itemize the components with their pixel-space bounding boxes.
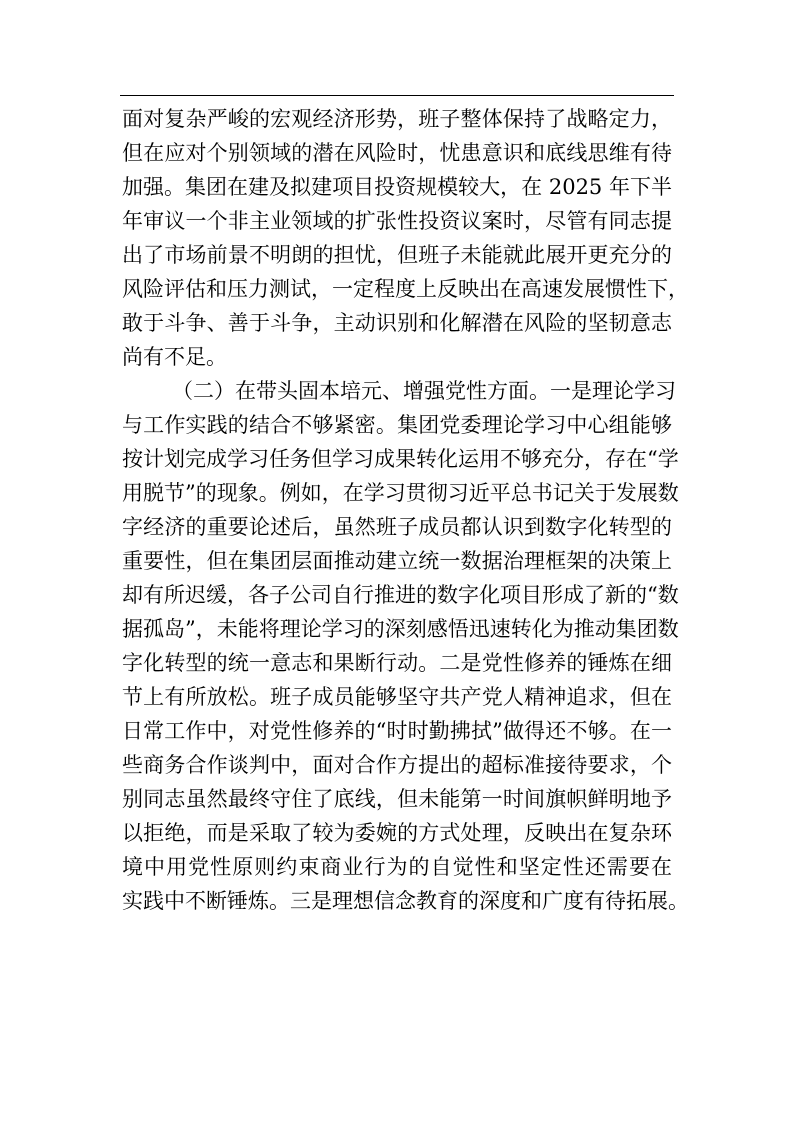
text-line: 加强。集团在建及拟建项目投资规模较大，在 2025 年下半 xyxy=(122,175,672,199)
text-line: 与工作实践的结合不够紧密。集团党委理论学习中心组能够 xyxy=(122,413,672,437)
text-line: 敢于斗争、善于斗争，主动识别和化解潜在风险的坚韧意志 xyxy=(122,311,672,335)
text-line: 却有所迟缓，各子公司自行推进的数字化项目形成了新的“数 xyxy=(122,583,679,607)
text-line: 面对复杂严峻的宏观经济形势，班子整体保持了战略定力， xyxy=(122,107,672,131)
text-line: 以拒绝，而是采取了较为委婉的方式处理，反映出在复杂环 xyxy=(122,821,672,845)
text-line: 按计划完成学习任务但学习成果转化运用不够充分，存在“学 xyxy=(122,447,679,471)
header-rule xyxy=(120,95,674,96)
text-line: 实践中不断锤炼。三是理想信念教育的深度和广度有待拓展。 xyxy=(122,889,689,913)
text-line: 字化转型的统一意志和果断行动。二是党性修养的锤炼在细 xyxy=(122,651,672,675)
text-line: 出了市场前景不明朗的担忧，但班子未能就此展开更充分的 xyxy=(122,243,672,267)
text-line: 日常工作中，对党性修养的“时时勤拂拭”做得还不够。在一 xyxy=(122,719,672,743)
text-line: 年审议一个非主业领域的扩张性投资议案时，尽管有同志提 xyxy=(122,209,672,233)
text-line: 节上有所放松。班子成员能够坚守共产党人精神追求，但在 xyxy=(122,685,672,709)
text-line: 但在应对个别领域的潜在风险时，忧患意识和底线思维有待 xyxy=(122,141,672,165)
text-line: 风险评估和压力测试，一定程度上反映出在高速发展惯性下， xyxy=(122,277,689,301)
text-line: 字经济的重要论述后，虽然班子成员都认识到数字化转型的 xyxy=(122,515,672,539)
text-line: 用脱节”的现象。例如，在学习贯彻习近平总书记关于发展数 xyxy=(122,481,679,505)
text-line: 重要性，但在集团层面推动建立统一数据治理框架的决策上 xyxy=(122,549,672,573)
text-line: 别同志虽然最终守住了底线，但未能第一时间旗帜鲜明地予 xyxy=(122,787,672,811)
text-line: 些商务合作谈判中，面对合作方提出的超标准接待要求，个 xyxy=(122,753,672,777)
section-heading-line: （二）在带头固本培元、增强党性方面。一是理论学习 xyxy=(172,379,676,403)
text-line: 境中用党性原则约束商业行为的自觉性和坚定性还需要在 xyxy=(122,855,672,879)
text-line: 据孤岛”，未能将理论学习的深刻感悟迅速转化为推动集团数 xyxy=(122,617,679,641)
text-line: 尚有不足。 xyxy=(122,345,227,369)
